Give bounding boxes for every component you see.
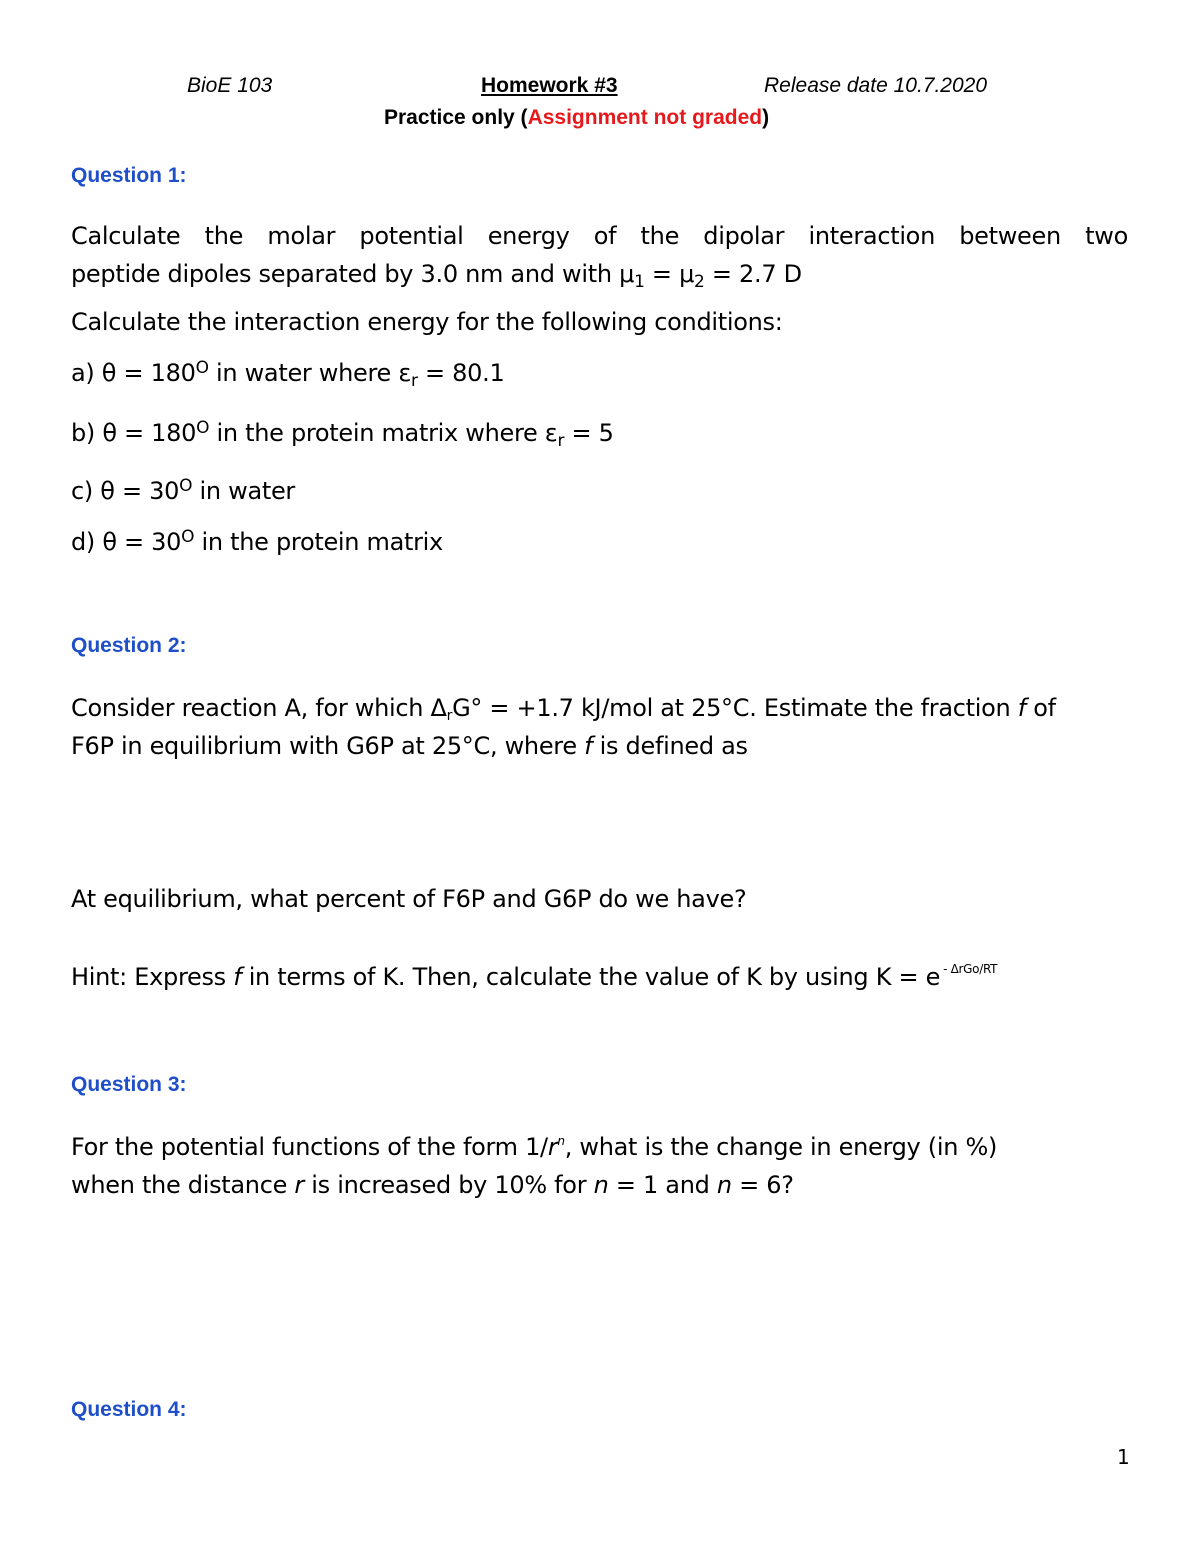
q1-part-c: c) $\theta = 30^O$ in water bbox=[71, 476, 295, 505]
q1-word: between bbox=[959, 222, 1061, 250]
q2-line-1: Consider reaction A, for which ΔrG° = +1.7 kJ/mol at 25°C. Estimate the fraction f of bbox=[71, 694, 1056, 724]
q3-line-2: when the distance r is increased by 10% for n = 1 and n = 6? bbox=[71, 1171, 794, 1199]
page-number: 1 bbox=[1117, 1445, 1130, 1469]
q1-word: dipolar bbox=[703, 222, 785, 250]
q1-part-d: d) $\theta = 30^O$ in the protein matrix bbox=[71, 527, 443, 556]
course-code: BioE 103 bbox=[187, 74, 273, 97]
q1-word: energy bbox=[487, 222, 570, 250]
q1-part-b: b) $\theta = 180^O$ in the protein matrix where $\varepsilon_r = 5$ bbox=[71, 418, 614, 451]
q2-hint: Hint: Express f in terms of K. Then, calculate the value of K by using K = e $^{- \Delta rGo/RT}$ bbox=[71, 962, 998, 991]
question-2-heading: Question 2: bbox=[71, 634, 187, 657]
q1-word: Calculate bbox=[71, 222, 181, 250]
page-title: Homework #3 bbox=[481, 74, 618, 97]
practice-note bbox=[384, 107, 769, 128]
practice-prefix: Practice only ( bbox=[384, 106, 528, 129]
practice-suffix: ) bbox=[762, 106, 770, 129]
q2-line-2: F6P in equilibrium with G6P at 25°C, where f is defined as bbox=[71, 732, 748, 760]
q1-line-2: peptide dipoles separated by 3.0 nm and with $\mu_1 = \mu_2 = 2.7$ D bbox=[71, 260, 802, 292]
q1-line-1 bbox=[71, 224, 1128, 248]
q1-word: potential bbox=[359, 222, 464, 250]
question-1-heading: Question 1: bbox=[71, 164, 187, 187]
q1-line-3: Calculate the interaction energy for the following conditions: bbox=[71, 308, 783, 336]
question-4-heading: Question 4: bbox=[71, 1398, 187, 1421]
q1-word: the bbox=[640, 222, 680, 250]
q1-word: the bbox=[204, 222, 244, 250]
question-3-heading: Question 3: bbox=[71, 1073, 187, 1096]
q1-word: of bbox=[593, 222, 617, 250]
not-graded-note: Assignment not graded bbox=[527, 106, 763, 129]
q1-word: two bbox=[1085, 222, 1128, 250]
q3-line-1: For the potential functions of the form $1/r^n$, what is the change in energy (in %) bbox=[71, 1133, 998, 1161]
q2-line-3: At equilibrium, what percent of F6P and G6P do we have? bbox=[71, 885, 747, 913]
q1-part-a: a) $\theta = 180^O$ in water where $\varepsilon_r = 80.1$ bbox=[71, 358, 505, 391]
release-date: Release date 10.7.2020 bbox=[764, 74, 988, 97]
q1-word: molar bbox=[267, 222, 336, 250]
q1-word: interaction bbox=[808, 222, 935, 250]
